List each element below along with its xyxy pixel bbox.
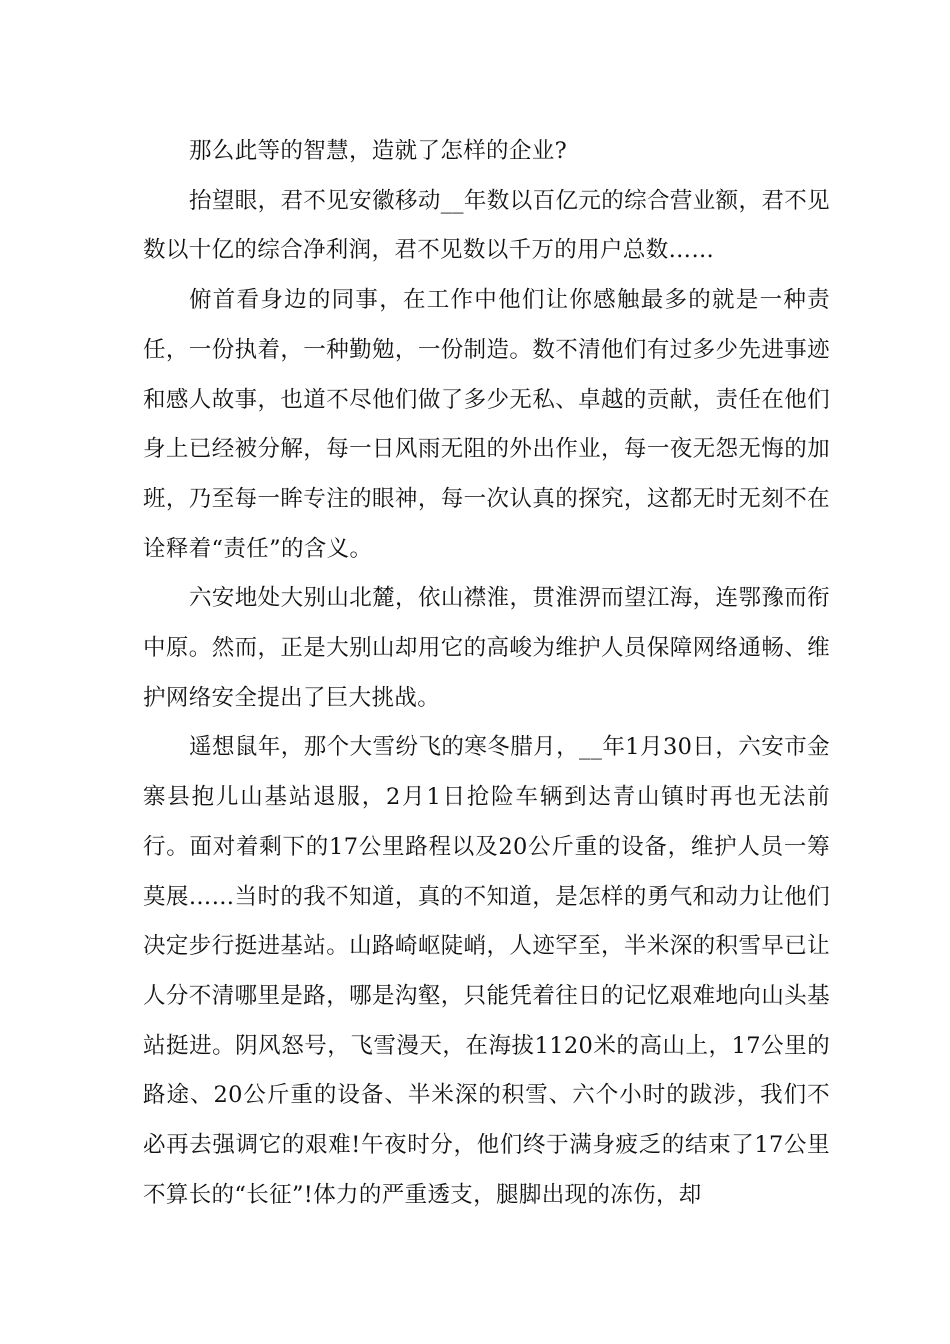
paragraph-3: 俯首看身边的同事，在工作中他们让你感触最多的就是一种责任，一份执着，一种勤勉，一份制造。数不清他们有过多少先进事迹和感人故事，也道不尽他们做了多少无私、卓越的贡献，责任在他们身上已经被分解，每一日风雨无阻的外出作业，每一夜无怨无悔的加班，乃至每一眸专注的眼神，每一次认真的探究，这都无时无刻不在诠释着“责任”的含义。 xyxy=(143,287,830,562)
document-body xyxy=(143,127,830,1220)
paragraph-4: 六安地处大别山北麓，依山襟淮，贯淮淠而望江海，连鄂豫而衔中原。然而，正是大别山却用它的高峻为维护人员保障网络通畅、维护网络安全提出了巨大挑战。 xyxy=(143,585,830,711)
paragraph-1: 那么此等的智慧，造就了怎样的企业? xyxy=(189,138,568,164)
paragraph-5: 遥想鼠年，那个大雪纷飞的寒冬腊月，__年1月30日，六安市金寨县抱儿山基站退服，2月1日抢险车辆到达青山镇时再也无法前行。面对着剩下的17公里路程以及20公斤重的设备，维护人员一筹莫展……当时的我不知道，真的不知道，是怎样的勇气和动力让他们决定步行挺进基站。山路崎岖陡峭，人迹罕至，半米深的积雪早已让人分不清哪里是路，哪是沟壑，只能凭着往日的记忆艰难地向山头基站挺进。阴风怒号，飞雪漫天，在海拔1120米的高山上，17公里的路途、20公斤重的设备、半米深的积雪、六个小时的跋涉，我们不必再去强调它的艰难!午夜时分，他们终于满身疲乏的结束了17公里不算长的“长征”!体力的严重透支，腿脚出现的冻伤，却 xyxy=(143,734,830,1208)
paragraph-2: 抬望眼，君不见安徽移动__年数以百亿元的综合营业额，君不见数以十亿的综合净利润，君不见数以千万的用户总数…… xyxy=(143,187,830,264)
